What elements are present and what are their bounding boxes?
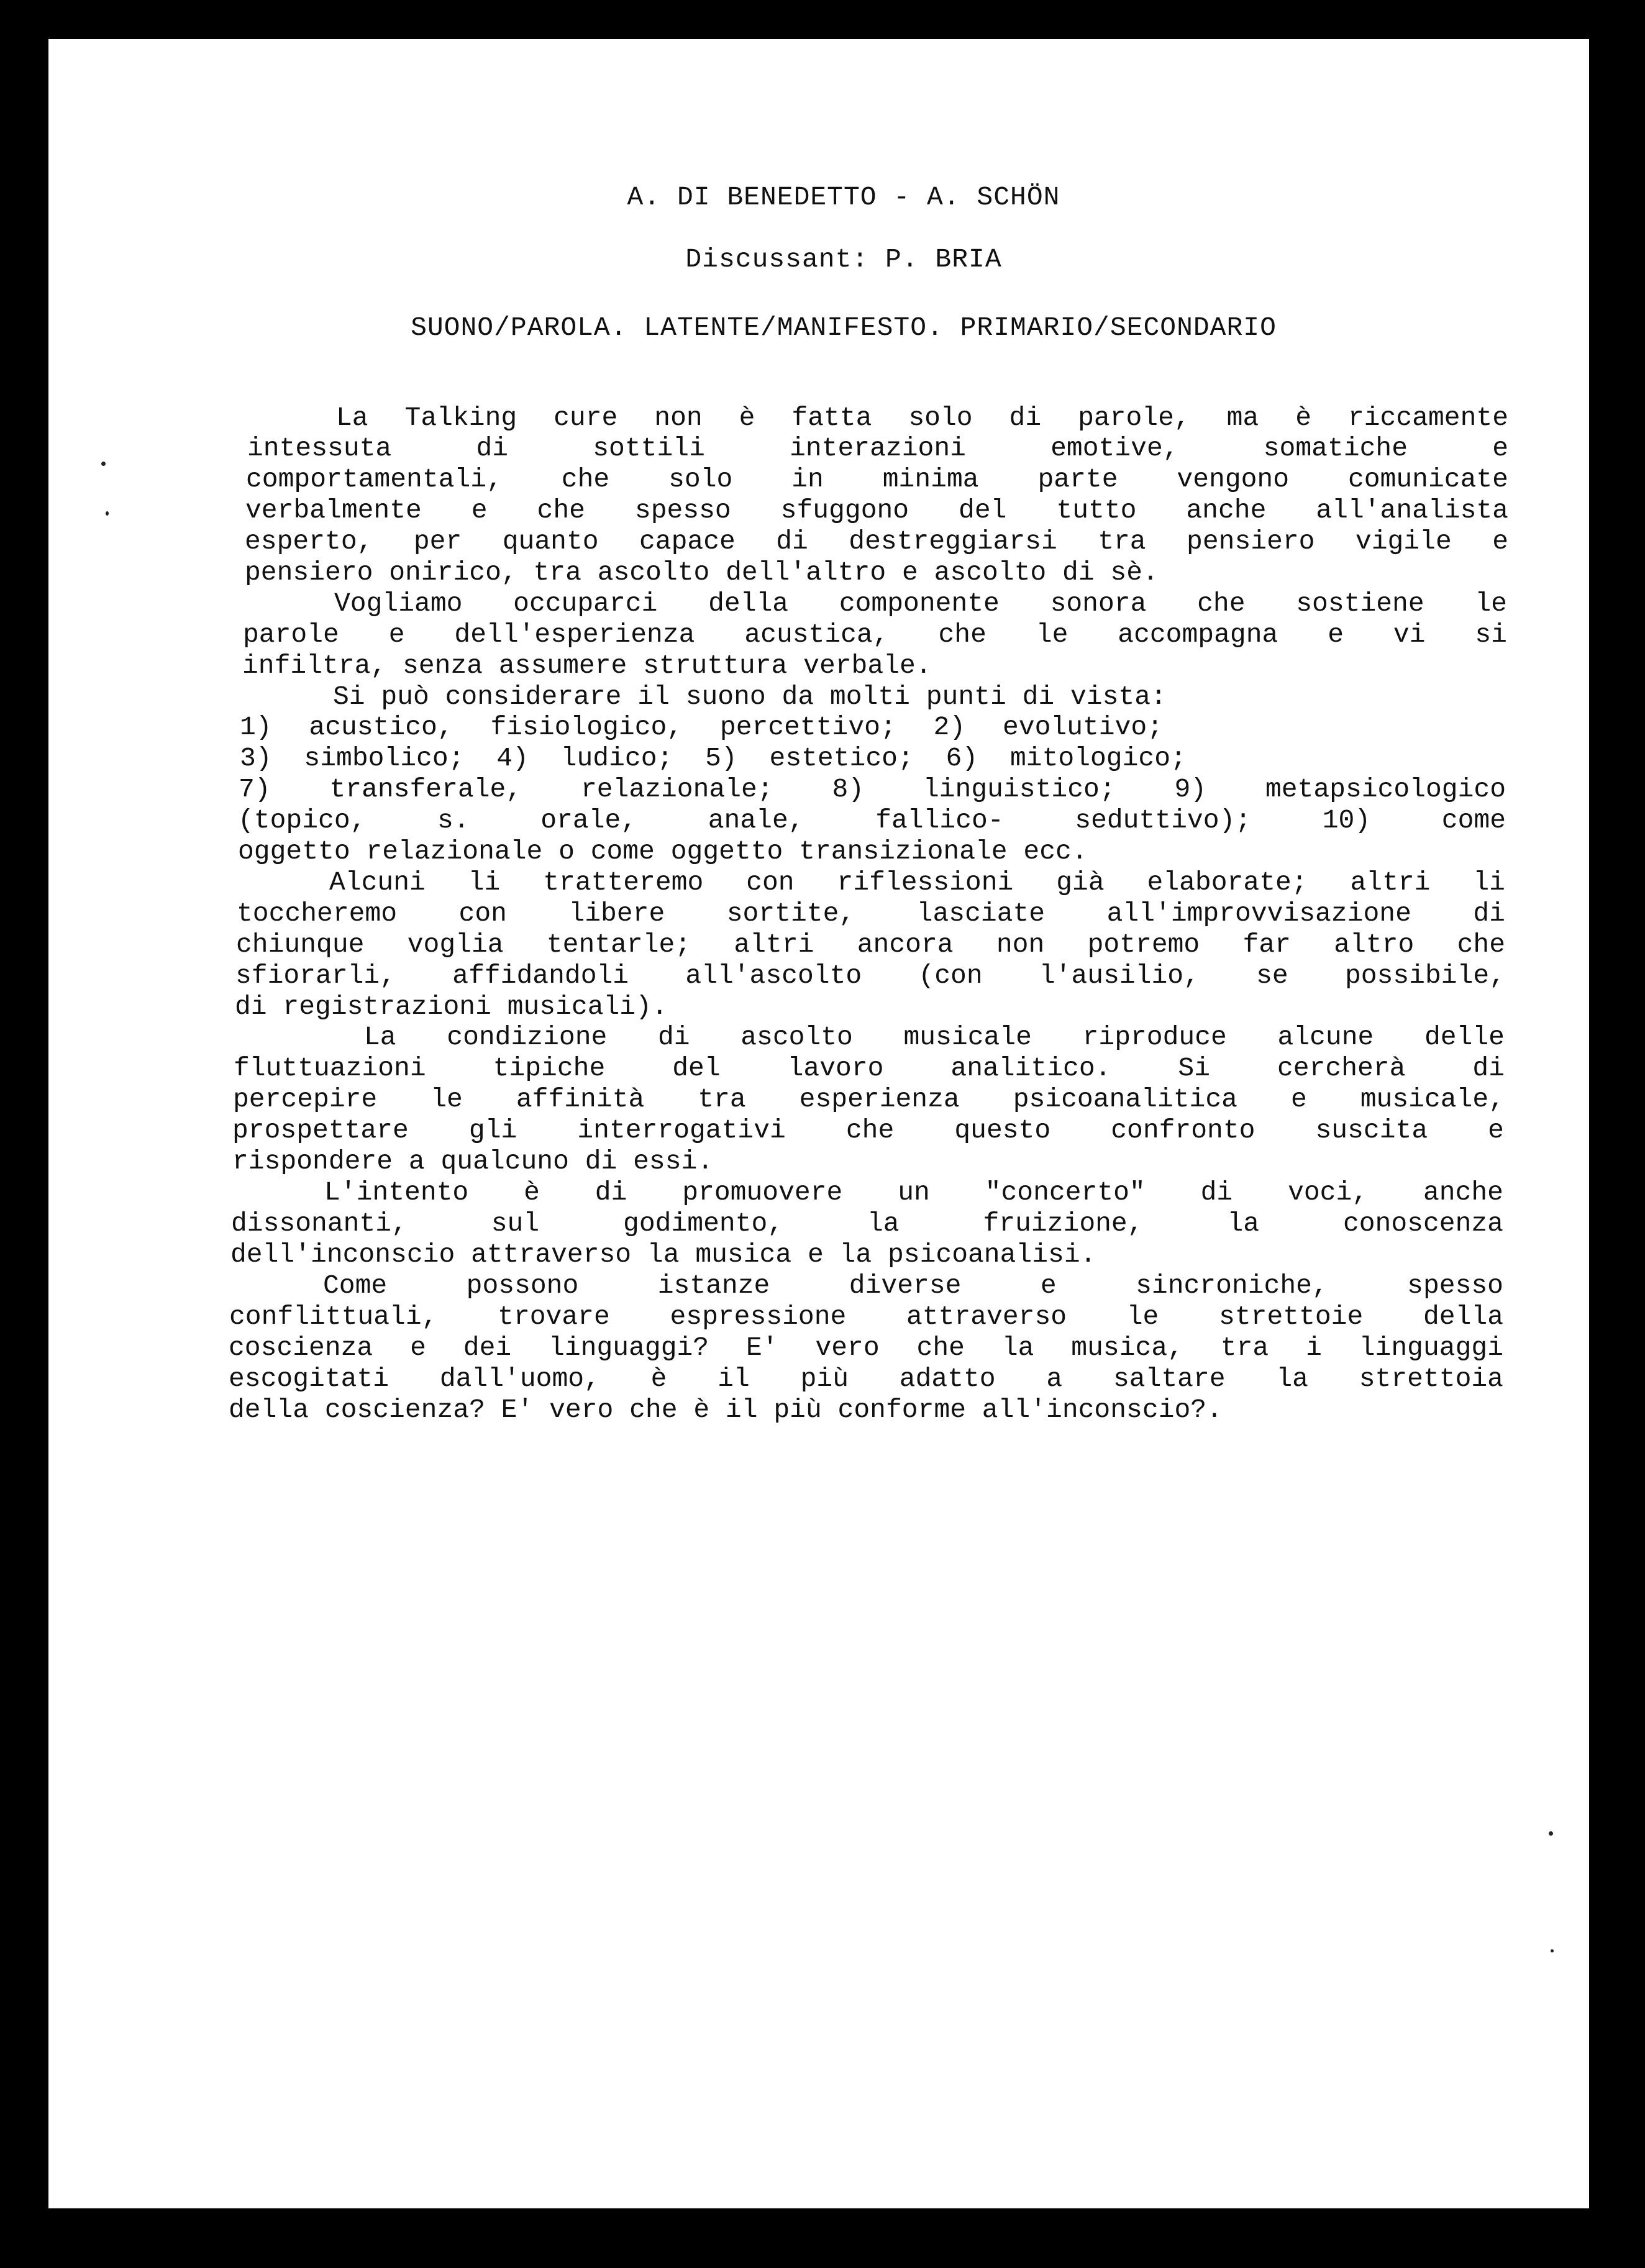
body-line: sfiorarli, affidandoli all'ascolto (con l'ausilio, se possibile, xyxy=(235,960,1505,991)
body-line: escogitati dall'uomo, è il più adatto a saltare la strettoia xyxy=(229,1364,1503,1394)
body-line: conflittuali, trovare espressione attraverso le strettoie della xyxy=(229,1301,1503,1332)
body-line: 1) acustico, fisiologico, percettivo; 2) evolutivo; xyxy=(240,712,1164,742)
body-line: percepire le affinità tra esperienza psicoanalitica e musicale, xyxy=(233,1084,1505,1114)
body-line: dissonanti, sul godimento, la fruizione, la conoscenza xyxy=(231,1208,1503,1239)
scan-speck xyxy=(101,462,106,466)
body-line: (topico, s. orale, anale, fallico- seduttivo); 10) come xyxy=(238,805,1506,836)
body-line: della coscienza? E' vero che è il più conforme all'inconscio?. xyxy=(229,1395,1223,1425)
body-line: Si può considerare il suono da molti punti di vista: xyxy=(333,681,1167,712)
body-line: comportamentali, che solo in minima parte vengono comunicate xyxy=(246,464,1508,494)
body-line: L'intento è di promuovere un "concerto" di voci, anche xyxy=(324,1177,1503,1208)
scan-speck xyxy=(106,511,109,516)
document-discussant: Discussant: P. BRIA xyxy=(685,244,1002,275)
body-line: rispondere a qualcuno di essi. xyxy=(232,1146,714,1177)
body-line: di registrazioni musicali). xyxy=(235,991,668,1022)
body-line: oggetto relazionale o come oggetto transizionale ecc. xyxy=(238,836,1088,867)
body-line: toccheremo con libere sortite, lasciate all'improvvisazione di xyxy=(237,898,1505,929)
body-line: esperto, per quanto capace di destreggiarsi tra pensiero vigile e xyxy=(245,526,1508,557)
scan-speck xyxy=(1549,1831,1553,1836)
body-line: fluttuazioni tipiche del lavoro analitico. Si cercherà di xyxy=(234,1053,1505,1083)
body-line: infiltra, senza assumere struttura verbale. xyxy=(242,650,932,681)
body-line: Alcuni li tratteremo con riflessioni già elaborate; altri li xyxy=(329,867,1505,898)
document-title: SUONO/PAROLA. LATENTE/MANIFESTO. PRIMARIO/SECONDARIO xyxy=(411,312,1277,343)
document-page xyxy=(48,39,1589,2208)
document-authors: A. DI BENEDETTO - A. SCHÖN xyxy=(627,182,1060,212)
body-line: 7) transferale, relazionale; 8) linguistico; 9) metapsicologico xyxy=(239,774,1506,804)
body-line: La condizione di ascolto musicale riproduce alcune delle xyxy=(364,1022,1505,1052)
body-line: verbalmente e che spesso sfuggono del tutto anche all'analista xyxy=(245,495,1508,526)
body-line: dell'inconscio attraverso la musica e la psicoanalisi. xyxy=(230,1239,1096,1270)
scan-speck xyxy=(1551,1949,1554,1952)
body-line: parole e dell'esperienza acustica, che le accompagna e vi si xyxy=(243,619,1507,650)
body-line: La Talking cure non è fatta solo di parole, ma è riccamente xyxy=(336,403,1508,433)
body-line: intessuta di sottili interazioni emotive, somatiche e xyxy=(247,433,1508,463)
body-line: pensiero onirico, tra ascolto dell'altro e ascolto di sè. xyxy=(245,557,1159,588)
body-line: prospettare gli interrogativi che questo confronto suscita e xyxy=(232,1115,1504,1145)
body-line: Come possono istanze diverse e sincroniche, spesso xyxy=(323,1270,1503,1301)
body-line: Vogliamo occuparci della componente sonora che sostiene le xyxy=(334,588,1507,619)
body-line: coscienza e dei linguaggi? E' vero che la musica, tra i linguaggi xyxy=(229,1332,1503,1363)
body-line: 3) simbolico; 4) ludico; 5) estetico; 6) mitologico; xyxy=(240,743,1187,773)
body-line: chiunque voglia tentarle; altri ancora non potremo far altro che xyxy=(236,929,1505,960)
